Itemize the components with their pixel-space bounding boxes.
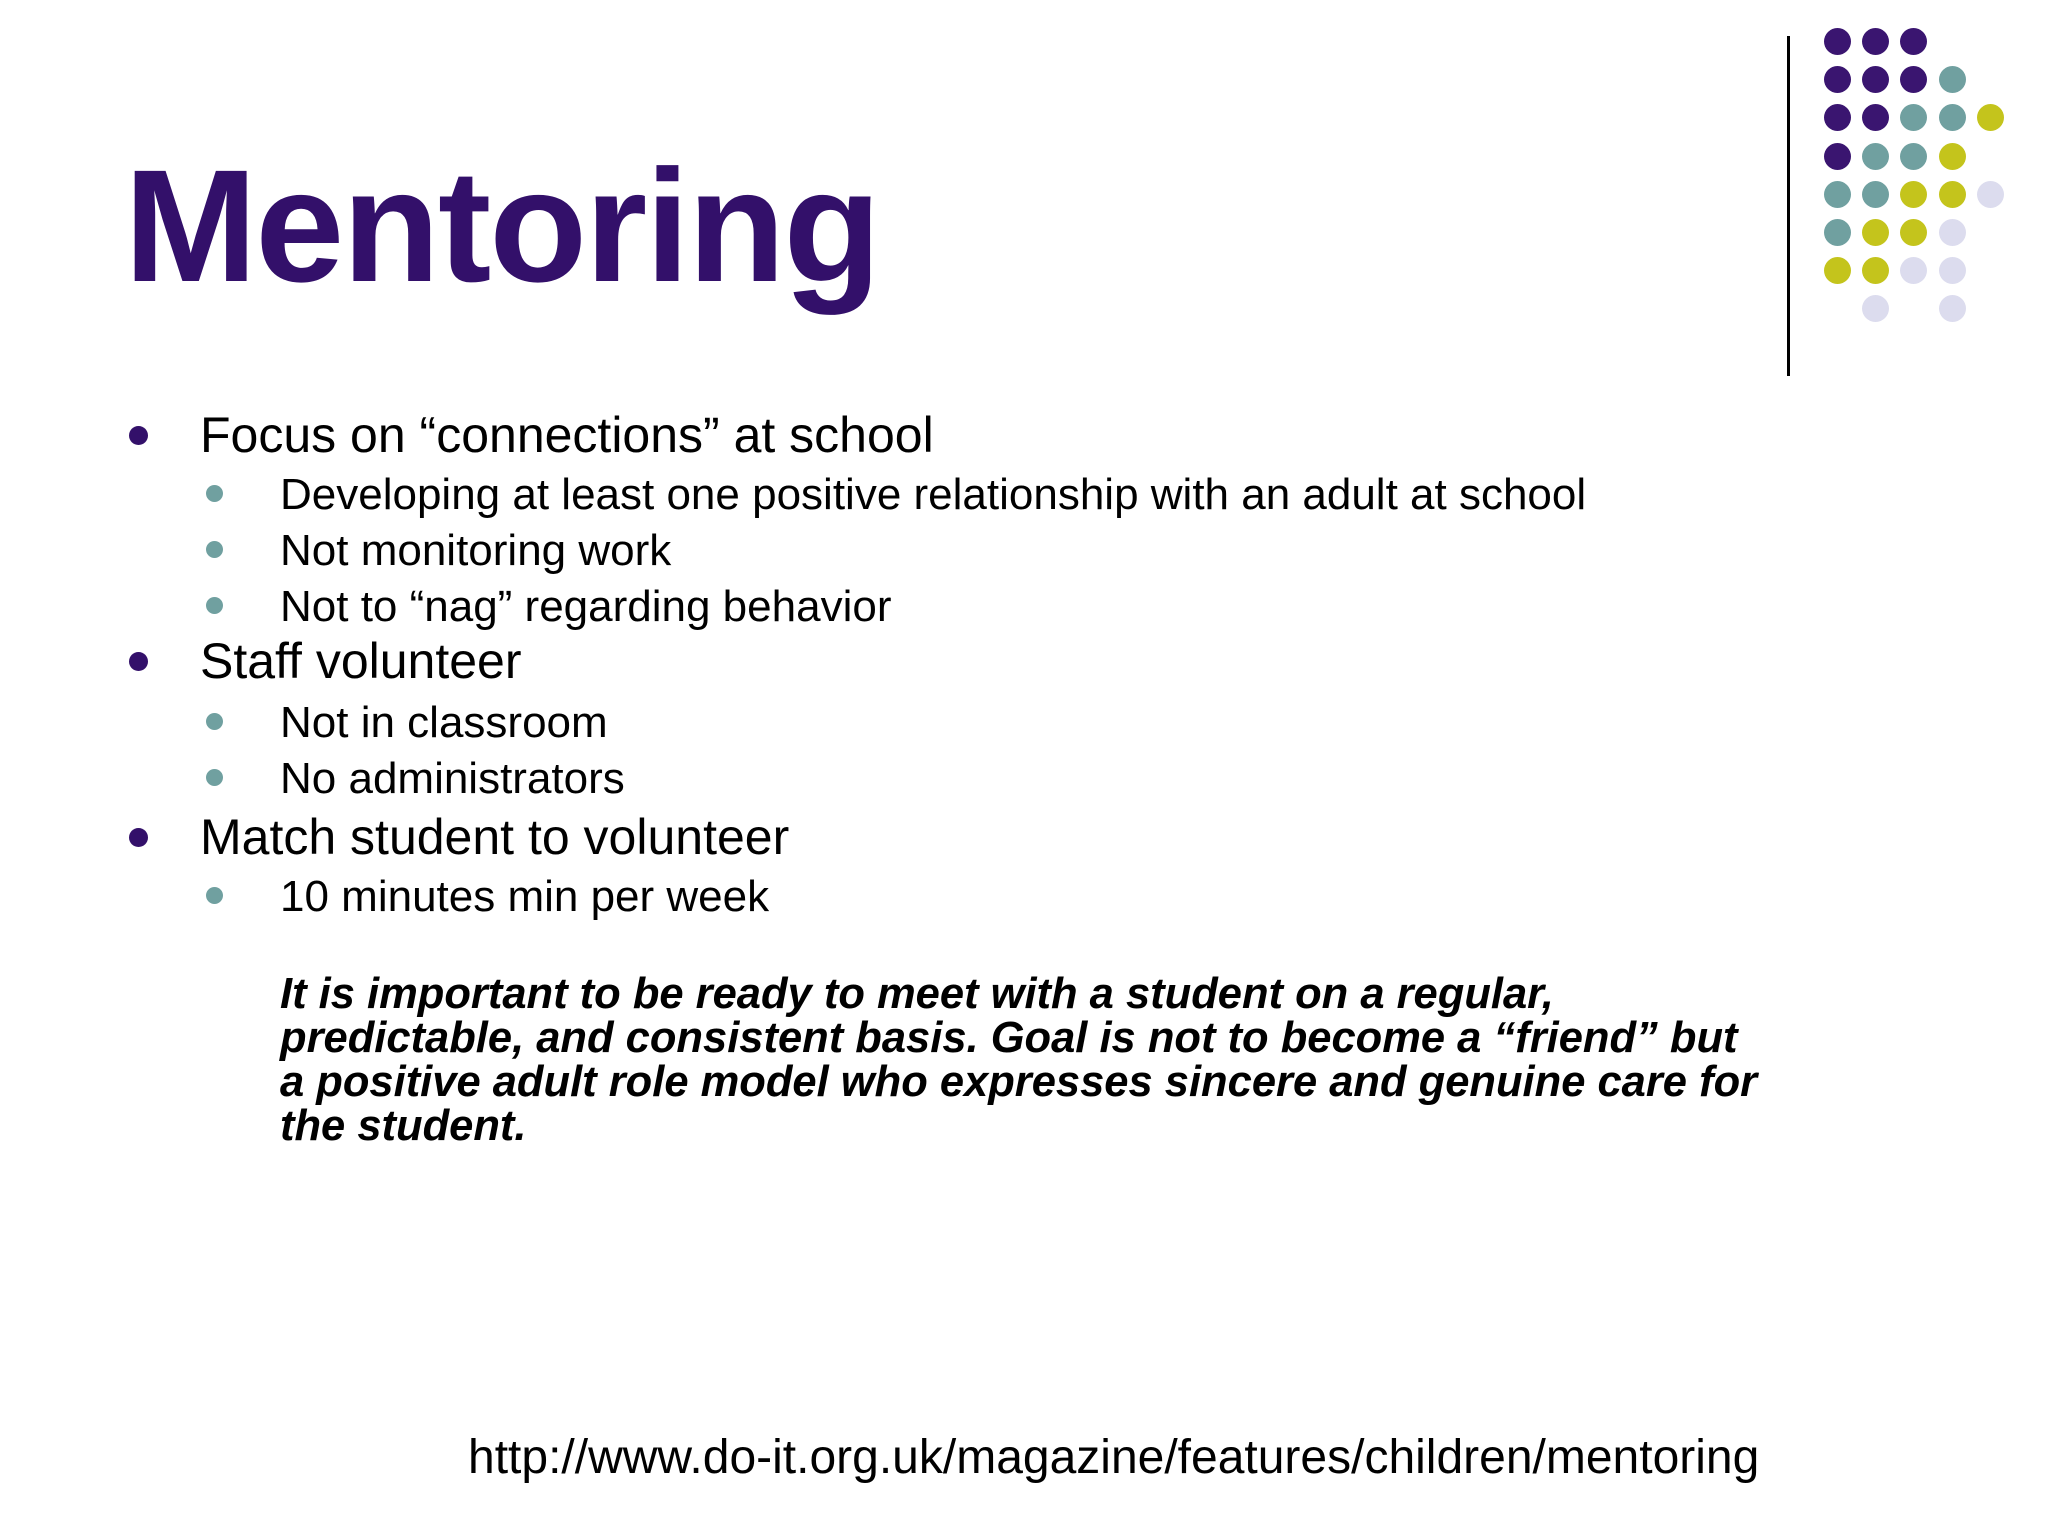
bullet-dot-icon [129, 426, 148, 445]
bullet-text: 10 minutes min per week [280, 872, 770, 921]
sub-bullet-dot-icon [206, 769, 223, 786]
bullet-item [0, 810, 2048, 866]
bullet-text: Match student to volunteer [200, 809, 790, 865]
sub-bullet-item [0, 522, 2048, 578]
bullet-text: Not to “nag” regarding behavior [280, 582, 892, 631]
sub-bullet-item [0, 868, 2048, 924]
bullet-text: Developing at least one positive relationship with an adult at school [280, 470, 1587, 519]
bullet-item [0, 408, 2048, 464]
sub-bullet-item [0, 466, 2048, 522]
sub-bullet-dot-icon [206, 485, 223, 502]
bullet-text: Staff volunteer [200, 633, 522, 689]
bullet-item [0, 634, 2048, 690]
bullet-dot-icon [129, 652, 148, 671]
bullet-text: Not monitoring work [280, 526, 672, 575]
sub-bullet-dot-icon [206, 713, 223, 730]
sub-bullet-item [0, 694, 2048, 750]
bullet-text: Not in classroom [280, 698, 608, 747]
source-url: http://www.do-it.org.uk/magazine/features/children/mentoring [468, 1431, 1760, 1484]
sub-bullet-dot-icon [206, 887, 223, 904]
bullet-text: No administrators [280, 754, 625, 803]
sub-bullet-item [0, 578, 2048, 634]
slide-title: Mentoring [124, 136, 880, 315]
callout-note: It is important to be ready to meet with a student on a regular, predictable, and consistent basis. Goal is not to become a “friend” but a positive adult role model who expresses sincere and genuine care for the student. [280, 970, 1758, 1150]
bullet-text: Focus on “connections” at school [200, 407, 934, 463]
bullet-dot-icon [129, 828, 148, 847]
sub-bullet-item [0, 750, 2048, 806]
sub-bullet-dot-icon [206, 541, 223, 558]
sub-bullet-dot-icon [206, 597, 223, 614]
